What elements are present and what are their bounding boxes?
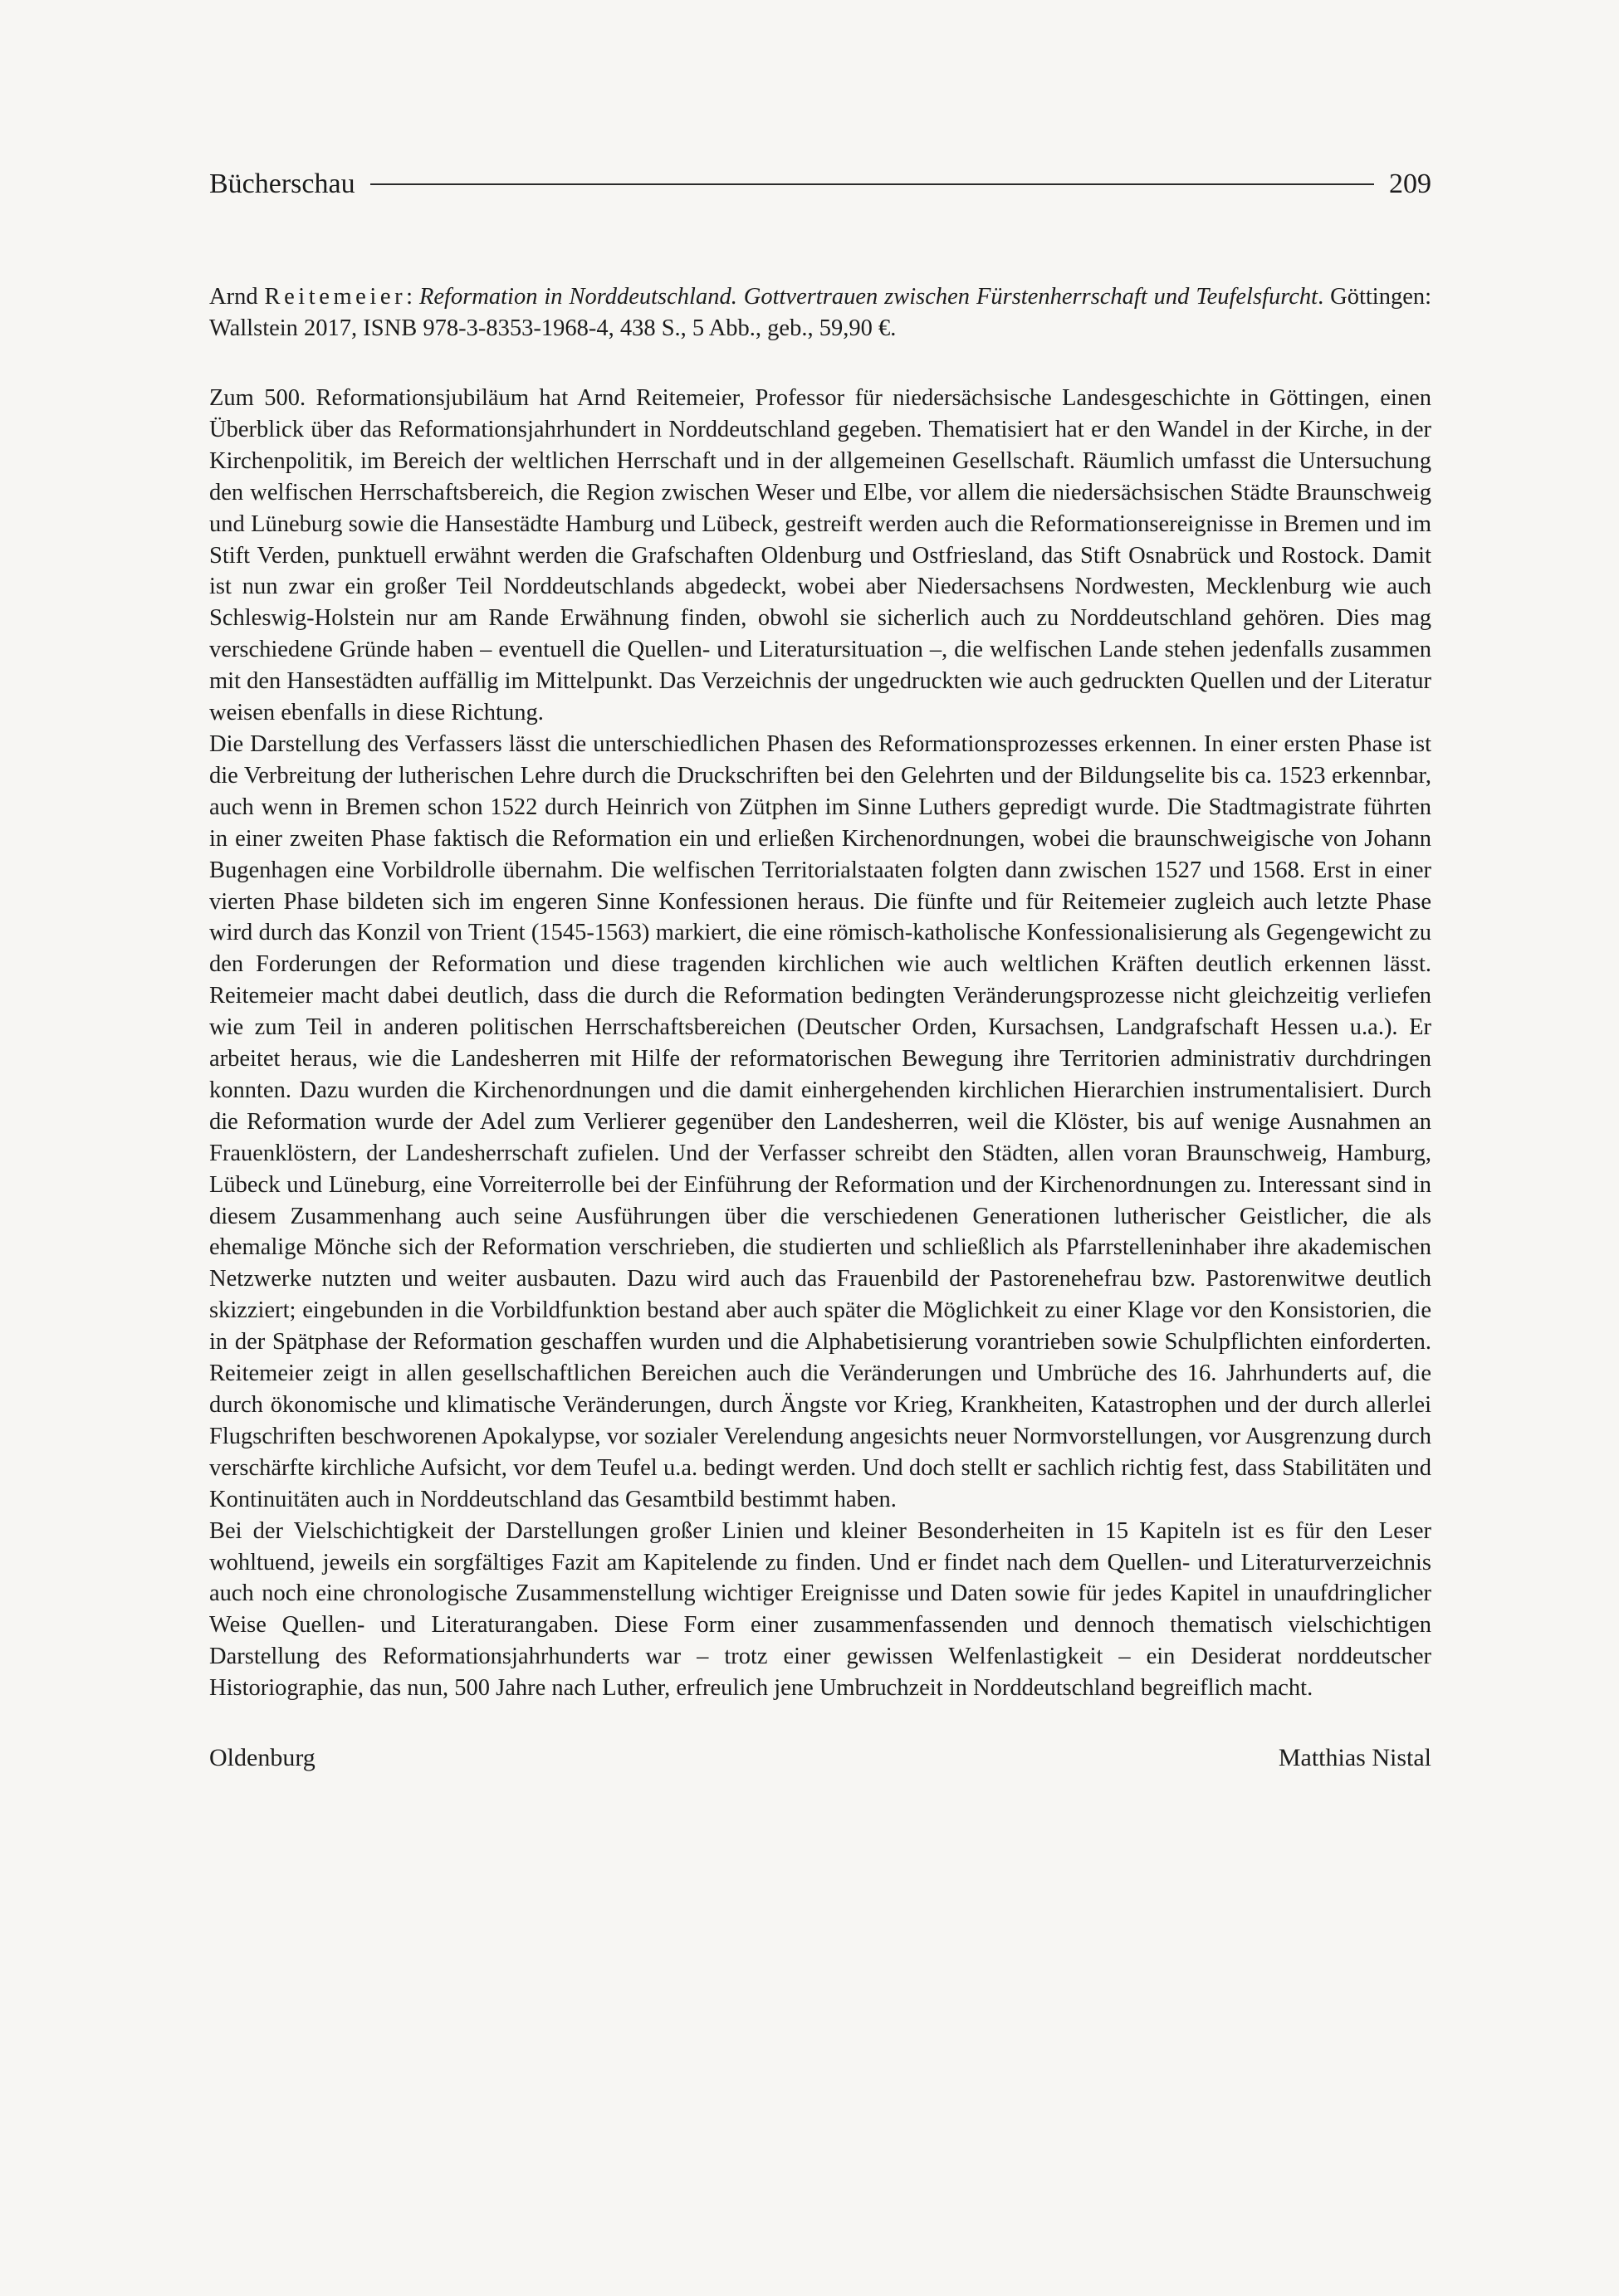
author-separator: : — [406, 284, 413, 310]
review-paragraph: Zum 500. Reformationsjubiläum hat Arnd Reitemeier, Professor für niedersächsische Landesgeschichte in Göttingen, einen Überblick über das Reformationsjahrhundert in Norddeutschland gegeben. Thematisiert hat er den Wandel in der Kirche, in der Kirchenpolitik, im Bereich der weltlichen Herrschaft und in der allgemeinen Gesellschaft. Räumlich umfasst die Untersuchung den welfischen Herrschaftsbereich, die Region zwischen Weser und Elbe, vor allem die niedersächsischen Städte Braunschweig und Lüneburg sowie die Hansestädte Hamburg und Lübeck, gestreift werden auch die Reformationsereignisse in Bremen und im Stift Verden, punktuell erwähnt werden die Grafschaften Oldenburg und Ostfriesland, das Stift Osnabrück und Rostock. Damit ist nun zwar ein großer Teil Norddeutschlands abgedeckt, wobei aber Niedersachsens Nordwesten, Mecklenburg wie auch Schleswig-Holstein nur am Rande Erwähnung finden, obwohl sie sicherlich auch zu Norddeutschland gehören. Dies mag verschiedene Gründe haben – eventuell die Quellen- und Literatursituation –, die welfischen Lande stehen jedenfalls zusammen mit den Hansestädten auffällig im Mittelpunkt. Das Verzeichnis der ungedruckten wie auch gedruckten Quellen und der Literatur weisen ebenfalls in diese Richtung. — [209, 385, 1431, 726]
running-head — [209, 170, 1431, 198]
review-page — [209, 170, 1431, 1774]
reviewer-location: Oldenburg — [209, 1744, 315, 1772]
signature-line — [209, 1742, 1431, 1774]
page-number: 209 — [1389, 169, 1431, 199]
section-title: Bücherschau — [209, 169, 355, 199]
review-paragraph: Bei der Vielschichtigkeit der Darstellungen großer Linien und kleiner Besonderheiten in 15 Kapiteln ist es für den Leser wohltuend, jeweils ein sorgfältiges Fazit am Kapitelende zu finden. Und er findet nach dem Quellen- und Literaturverzeichnis auch noch eine chronologische Zusammenstellung wichtiger Ereignisse und Daten sowie für jedes Kapitel in unaufdringlicher Weise Quellen- und Literaturangaben. Diese Form einer zusammenfassenden und dennoch thematisch vielschichtigen Darstellung des Reformationsjahrhunderts war – trotz einer gewissen Welfenlastigkeit – ein Desiderat norddeutscher Historiographie, das nun, 500 Jahre nach Luther, erfreulich jene Umbruchzeit in Norddeutschland begreiflich macht. — [209, 1517, 1431, 1702]
reviewer-name: Matthias Nistal — [1278, 1744, 1431, 1772]
publication-details: . Göttingen: Wallstein 2017, ISNB 978-3-8353-1968-4, 438 S., 5 Abb., geb., 59,90 €. — [209, 284, 1432, 341]
review-body — [209, 383, 1431, 1704]
book-title: Reformation in Norddeutschland. Gottvertrauen zwischen Fürstenherrschaft und Teufelsfurcht — [418, 284, 1318, 310]
book-citation — [209, 281, 1431, 344]
author-last-name: Reitemeier — [264, 284, 407, 310]
author-first-name: Arnd — [209, 284, 258, 310]
header-rule — [370, 183, 1374, 185]
review-paragraph: Die Darstellung des Verfassers lässt die unterschiedlichen Phasen des Reformationsprozesses erkennen. In einer ersten Phase ist die Verbreitung der lutherischen Lehre durch die Druckschriften bei den Gelehrten und der Bildungselite bis ca. 1523 erkennbar, auch wenn in Bremen schon 1522 durch Heinrich von Zütphen im Sinne Luthers gepredigt wurde. Die Stadtmagistrate führten in einer zweiten Phase faktisch die Reformation ein und erließen Kirchenordnungen, wobei die braunschweigische von Johann Bugenhagen eine Vorbildrolle übernahm. Die welfischen Territorialstaaten folgten dann zwischen 1527 und 1568. Erst in einer vierten Phase bildeten sich im engeren Sinne Konfessionen heraus. Die fünfte und für Reitemeier zugleich auch letzte Phase wird durch das Konzil von Trient (1545-1563) markiert, die eine römisch-katholische Konfessionalisierung als Gegengewicht zu den Forderungen der Reformation und diese tragenden kirchlichen wie auch weltlichen Kräften deutlich erkennen lässt. Reitemeier macht dabei deutlich, dass die durch die Reformation bedingten Veränderungsprozesse nicht gleichzeitig verliefen wie zum Teil in anderen politischen Herrschaftsbereichen (Deutscher Orden, Kursachsen, Landgrafschaft Hessen u.a.). Er arbeitet heraus, wie die Landesherren mit Hilfe der reformatorischen Bewegung ihre Territorien administrativ durchdringen konnten. Dazu wurden die Kirchenordnungen und die damit einhergehenden kirchlichen Hierarchien instrumentalisiert. Durch die Reformation wurde der Adel zum Verlierer gegenüber den Landesherren, weil die Klöster, bis auf wenige Ausnahmen an Frauenklöstern, der Landesherrschaft zufielen. Und der Verfasser schreibt den Städten, allen voran Braunschweig, Hamburg, Lübeck und Lüneburg, eine Vorreiterrolle bei der Einführung der Reformation und der Kirchenordnungen zu. Interessant sind in diesem Zusammenhang auch seine Ausführungen über die verschiedenen Generationen lutherischer Geistlicher, die als ehemalige Mönche sich der Reformation verschrieben, die studierten und schließlich als Pfarrstelleninhaber ihre akademischen Netzwerke nutzten und weiter ausbauten. Dazu wird auch das Frauenbild der Pastorenehefrau bzw. Pastorenwitwe deutlich skizziert; eingebunden in die Vorbildfunktion bestand aber auch später die Möglichkeit zu einer Klage vor den Konsistorien, die in der Spätphase der Reformation geschaffen wurden und die Alphabetisierung vorantrieben sowie Schulpflichten einforderten. Reitemeier zeigt in allen gesellschaftlichen Bereichen auch die Veränderungen und Umbrüche des 16. Jahrhunderts auf, die durch ökonomische und klimatische Veränderungen, durch Ängste vor Krieg, Krankheiten, Katastrophen und der durch allerlei Flugschriften beschworenen Apokalypse, vor sozialer Verelendung angesichts neuer Normvorstellungen, vor Ausgrenzung durch verschärfte kirchliche Aufsicht, vor dem Teufel u.a. bedingt werden. Und doch stellt er sachlich richtig fest, dass Stabilitäten und Kontinuitäten auch in Norddeutschland das Gesamtbild bestimmt haben. — [209, 730, 1431, 1512]
